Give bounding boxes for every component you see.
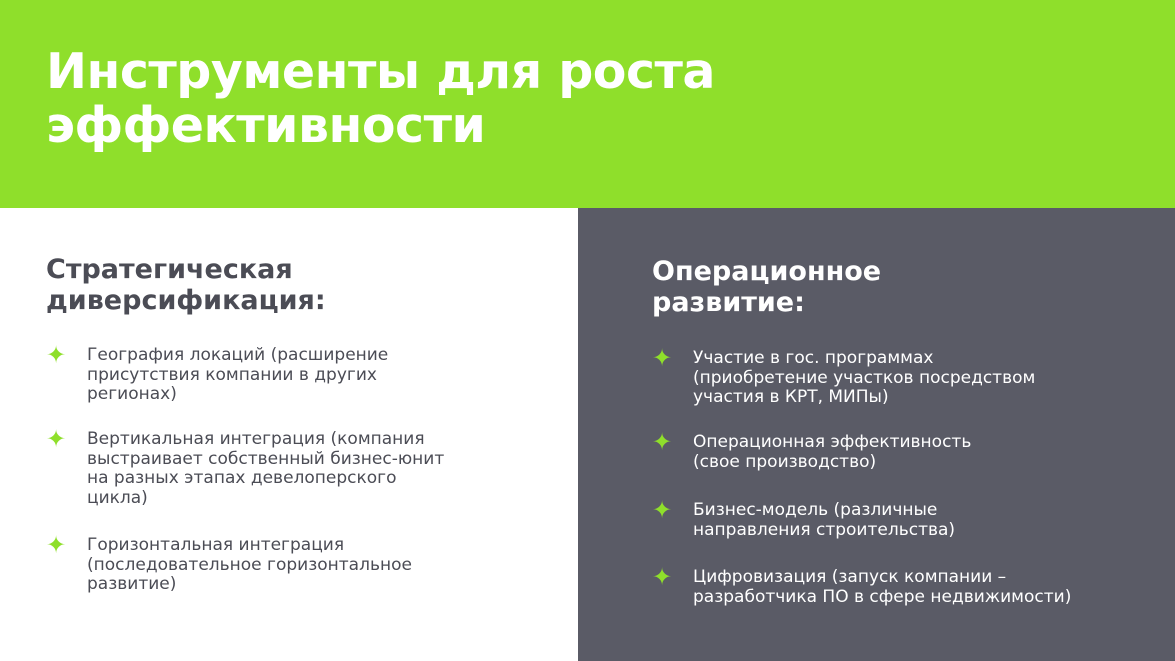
strategic-diversification-heading: Стратегическая диверсификация: <box>46 254 326 316</box>
list-item-text: География локаций (расширение присутствия компании в других регионах) <box>87 345 389 404</box>
star-bullet-icon: ✦ <box>652 428 673 456</box>
list-item-text: Вертикальная интеграция (компания выстраивает собственный бизнес-юнит на разных этапах девелоперского цикла) <box>87 429 445 508</box>
page-title: Инструменты для роста эффективности <box>46 43 715 154</box>
operational-development-panel <box>578 208 1175 661</box>
star-bullet-icon: ✦ <box>652 496 673 524</box>
star-bullet-icon: ✦ <box>46 425 67 453</box>
star-bullet-icon: ✦ <box>46 341 67 369</box>
list-item-text: Операционная эффективность (свое производство) <box>693 432 972 472</box>
list-item-text: Бизнес-модель (различные направления строительства) <box>693 500 956 540</box>
operational-development-heading: Операционное развитие: <box>652 256 882 318</box>
list-item-text: Участие в гос. программах (приобретение участков посредством участия в КРТ, МИПы) <box>693 348 1036 407</box>
list-item-text: Цифровизация (запуск компании – разработчика ПО в сфере недвижимости) <box>693 567 1072 607</box>
star-bullet-icon: ✦ <box>46 531 67 559</box>
strategic-diversification-panel <box>0 208 578 661</box>
list-item-text: Горизонтальная интеграция (последовательное горизонтальное развитие) <box>87 535 412 594</box>
title-banner <box>0 0 1175 208</box>
star-bullet-icon: ✦ <box>652 344 673 372</box>
star-bullet-icon: ✦ <box>652 563 673 591</box>
